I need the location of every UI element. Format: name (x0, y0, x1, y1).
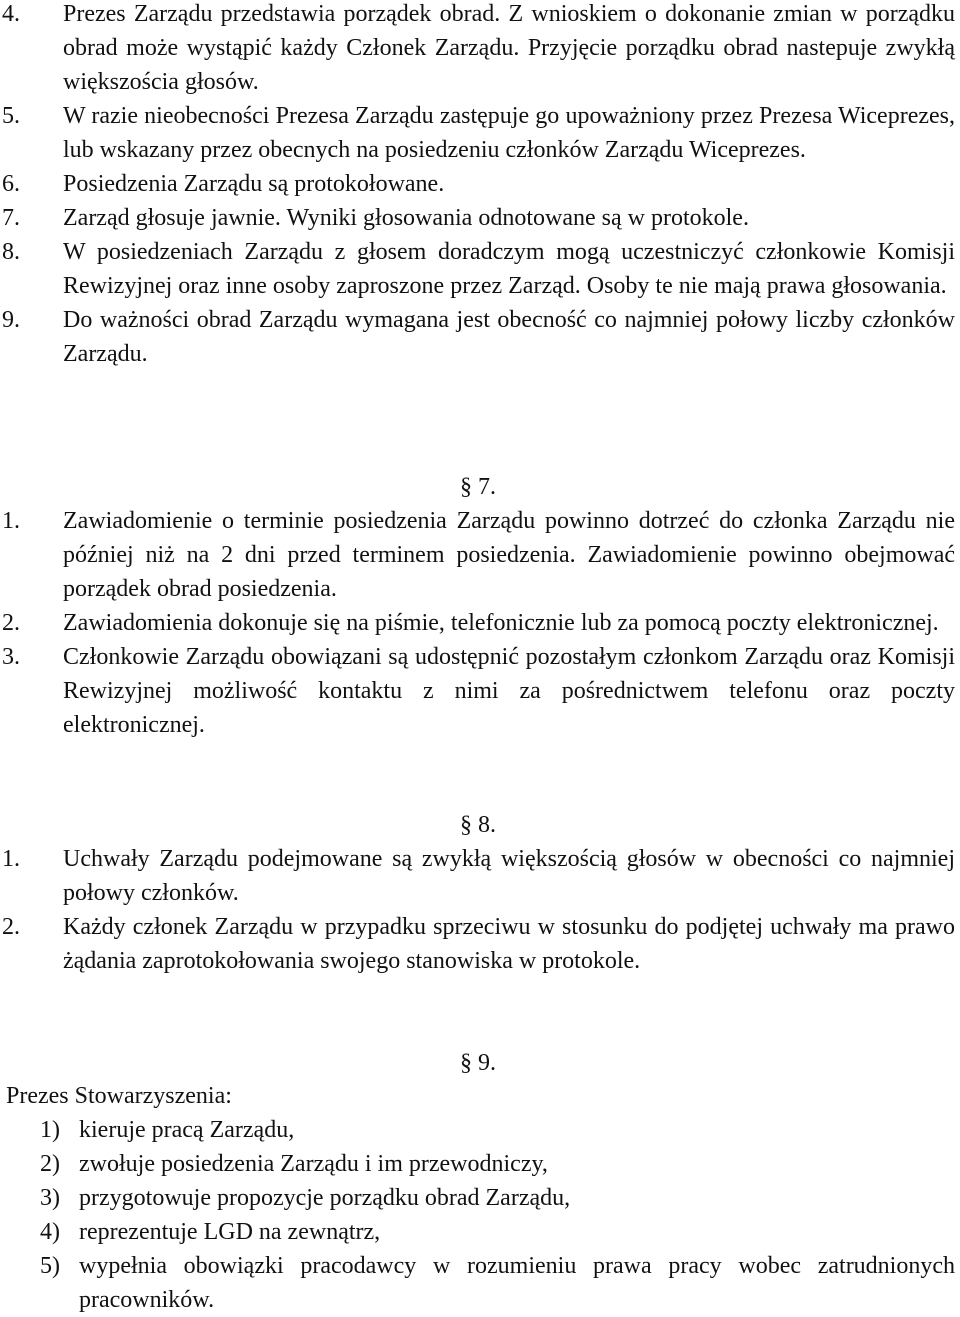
section-9-items (0, 1113, 960, 1317)
item-number: 3. (2, 644, 20, 670)
item-number: 9. (2, 307, 20, 333)
item-text: Zawiadomienia dokonuje się na piśmie, telefonicznie lub za pomocą poczty elektronicznej. (63, 610, 939, 636)
list-item (0, 201, 955, 235)
item-text: kieruje pracą Zarządu, (79, 1117, 295, 1143)
list-item (0, 0, 955, 99)
list-item (0, 910, 955, 978)
list-item (0, 1181, 955, 1215)
item-text: Uchwały Zarządu podejmowane są zwykłą większością głosów w obecności co najmniej połowy członków. (63, 846, 955, 906)
list-item (0, 167, 955, 201)
item-number: 2) (40, 1151, 60, 1177)
item-text: Do ważności obrad Zarządu wymagana jest obecność co najmniej połowy liczby członków Zarządu. (63, 307, 955, 367)
item-number: 1) (40, 1117, 60, 1143)
item-number: 5) (40, 1253, 60, 1279)
item-number: 4) (40, 1219, 60, 1245)
item-number: 2. (2, 610, 20, 636)
item-number: 6. (2, 171, 20, 197)
list-item (0, 1147, 955, 1181)
item-text: Prezes Zarządu przedstawia porządek obrad. Z wnioskiem o dokonanie zmian w porządku obrad może wystąpić każdy Członek Zarządu. Przyjęcie porządku obrad nastepuje zwykłą większościa głosów. (63, 1, 955, 95)
list-item (0, 1113, 955, 1147)
item-number: 1. (2, 846, 20, 872)
item-number: 2. (2, 914, 20, 940)
list-item (0, 235, 955, 303)
list-item (0, 504, 955, 606)
item-number: 5. (2, 103, 20, 129)
section-8-items (0, 842, 960, 978)
item-number: 8. (2, 239, 20, 265)
item-text: Zarząd głosuje jawnie. Wyniki głosowania odnotowane są w protokole. (63, 205, 749, 231)
item-text: Członkowie Zarządu obowiązani są udostępnić pozostałym członkom Zarządu oraz Komisji Rewizyjnej możliwość kontaktu z nimi za pośrednictwem telefonu oraz poczty elektronicznej. (63, 644, 955, 738)
section-7-items (0, 504, 960, 742)
item-text: W razie nieobecności Prezesa Zarządu zastępuje go upoważniony przez Prezesa Wiceprezes, lub wskazany przez obecnych na posiedzeniu członków Zarządu Wiceprezes. (63, 103, 955, 163)
item-text: reprezentuje LGD na zewnątrz, (79, 1219, 381, 1245)
list-item (0, 303, 955, 371)
section-8-heading: § 8. (460, 812, 496, 838)
item-text: W posiedzeniach Zarządu z głosem doradczym mogą uczestniczyć członkowie Komisji Rewizyjnej oraz inne osoby zaproszone przez Zarząd. Osoby te nie mają prawa głosowania. (63, 239, 955, 299)
list-item (0, 1249, 955, 1317)
section-9-intro: Prezes Stowarzyszenia: (6, 1083, 232, 1109)
item-text: wypełnia obowiązki pracodawcy w rozumieniu prawa pracy wobec zatrudnionych pracowników. (79, 1253, 955, 1313)
item-text: przygotowuje propozycje porządku obrad Zarządu, (79, 1185, 571, 1211)
item-number: 3) (40, 1185, 60, 1211)
item-number: 4. (2, 1, 20, 27)
list-item (0, 842, 955, 910)
list-item (0, 1215, 955, 1249)
item-number: 7. (2, 205, 20, 231)
section-6-items (0, 0, 960, 371)
list-item (0, 640, 955, 742)
item-text: Posiedzenia Zarządu są protokołowane. (63, 171, 445, 197)
section-9-heading: § 9. (460, 1050, 496, 1076)
item-text: zwołuje posiedzenia Zarządu i im przewodniczy, (79, 1151, 548, 1177)
item-text: Zawiadomienie o terminie posiedzenia Zarządu powinno dotrzeć do członka Zarządu nie później niż na 2 dni przed terminem posiedzenia. Zawiadomienie powinno obejmować porządek obrad posiedzenia. (63, 508, 955, 602)
item-text: Każdy członek Zarządu w przypadku sprzeciwu w stosunku do podjętej uchwały ma prawo żądania zaprotokołowania swojego stanowiska w protokole. (63, 914, 955, 974)
item-number: 1. (2, 508, 20, 534)
list-item (0, 606, 955, 640)
list-item (0, 99, 955, 167)
section-7-heading: § 7. (460, 474, 496, 500)
